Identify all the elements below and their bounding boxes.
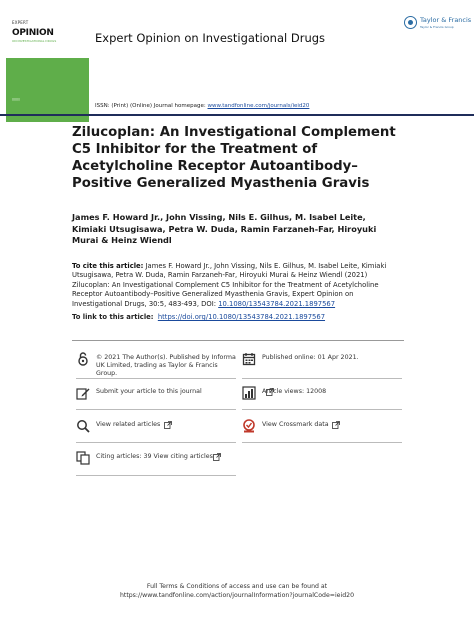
link-label: To link to this article: <box>72 313 154 321</box>
published-date: Published online: 01 Apr 2021. <box>262 354 359 361</box>
journal-homepage-link[interactable]: www.tandfonline.com/journals/ieid20 <box>207 103 310 109</box>
citation-block <box>72 262 392 309</box>
citation-text: James F. Howard Jr., John Vissing, Nils E. Gilhus, M. Isabel Leite, Kimiaki Utsugisawa, Petra W. Duda, Ramin Farzaneh-Far, Hiroyuki Murai & Heinz Wiendl (2021) Zilucoplan: An Investigational Complement C5 Inhibitor for the Treatment of Acetylcholine Receptor Autoantibody–Positive Generalized Myasthenia Gravis, Expert Opinion on Investigational Drugs, 30:5, 483-493, DOI: <box>72 262 387 308</box>
open-access-icon <box>76 352 90 366</box>
calendar-icon <box>242 352 256 366</box>
box-underline <box>242 442 402 443</box>
article-link-line <box>72 313 325 321</box>
citing-articles-icon <box>76 451 90 465</box>
box-underline <box>242 409 402 410</box>
journal-cover <box>6 13 89 122</box>
box-underline <box>242 378 402 379</box>
header-rule <box>0 114 474 116</box>
cover-kicker: EXPERT <box>12 20 29 25</box>
publisher-logo[interactable] <box>404 15 472 33</box>
article-authors: James F. Howard Jr., John Vissing, Nils E. Gilhus, M. Isabel Leite, Kimiaki Utsugisawa, Petra W. Duda, Ramin Farzaneh-Far, Hiroyuki Murai & Heinz Wiendl <box>72 212 377 245</box>
cover-brand: OPINION <box>12 28 54 38</box>
issn-text: ISSN: (Print) (Online) Journal homepage: <box>95 103 208 109</box>
article-doi-url[interactable]: https://doi.org/10.1080/13543784.2021.1897567 <box>157 313 326 321</box>
article-title: Zilucoplan: An Investigational Complement C5 Inhibitor for the Treatment of Acetylcholine Receptor Autoantibody–Positive Generalized Myasthenia Gravis <box>72 125 396 191</box>
box-underline <box>76 378 236 379</box>
info-divider <box>72 340 404 341</box>
publisher-tagline: Taylor & Francis Group <box>420 25 454 29</box>
edit-icon <box>76 386 90 400</box>
cover-header <box>6 13 89 58</box>
issn-line <box>95 103 309 109</box>
bar-chart-icon <box>242 386 256 400</box>
box-underline <box>76 409 236 410</box>
cover-subtitle: ON INVESTIGATIONAL DRUGS <box>12 39 57 43</box>
license-text: © 2021 The Author(s). Published by Informa UK Limited, trading as Taylor & Francis Group. <box>96 354 236 377</box>
publisher-name: Taylor & Francis <box>420 16 472 24</box>
journal-title: Expert Opinion on Investigational Drugs <box>95 31 326 45</box>
search-icon <box>76 419 90 433</box>
external-link-icon <box>332 421 340 429</box>
citing-articles-link[interactable]: Citing articles: 39 View citing articles <box>96 453 213 460</box>
crossmark-icon <box>242 419 256 433</box>
article-views: Article views: 12008 <box>262 388 327 395</box>
citation-label: To cite this article: <box>72 262 144 270</box>
cover-barcode: |||||||| <box>12 97 21 101</box>
footer-url[interactable]: https://www.tandfonline.com/action/journalInformation?journalCode=ieid20 <box>119 592 355 599</box>
tf-logo-icon <box>404 16 417 29</box>
external-link-icon <box>213 453 221 461</box>
box-underline <box>76 442 236 443</box>
external-link-icon <box>164 421 172 429</box>
related-articles-link[interactable]: View related articles <box>96 421 161 428</box>
submit-link[interactable]: Submit your article to this journal <box>96 388 202 395</box>
crossmark-link[interactable]: View Crossmark data <box>262 421 329 428</box>
footer-terms: Full Terms & Conditions of access and use can be found at <box>146 583 328 590</box>
box-underline <box>76 475 236 476</box>
doi-link[interactable]: 10.1080/13543784.2021.1897567 <box>218 299 336 308</box>
